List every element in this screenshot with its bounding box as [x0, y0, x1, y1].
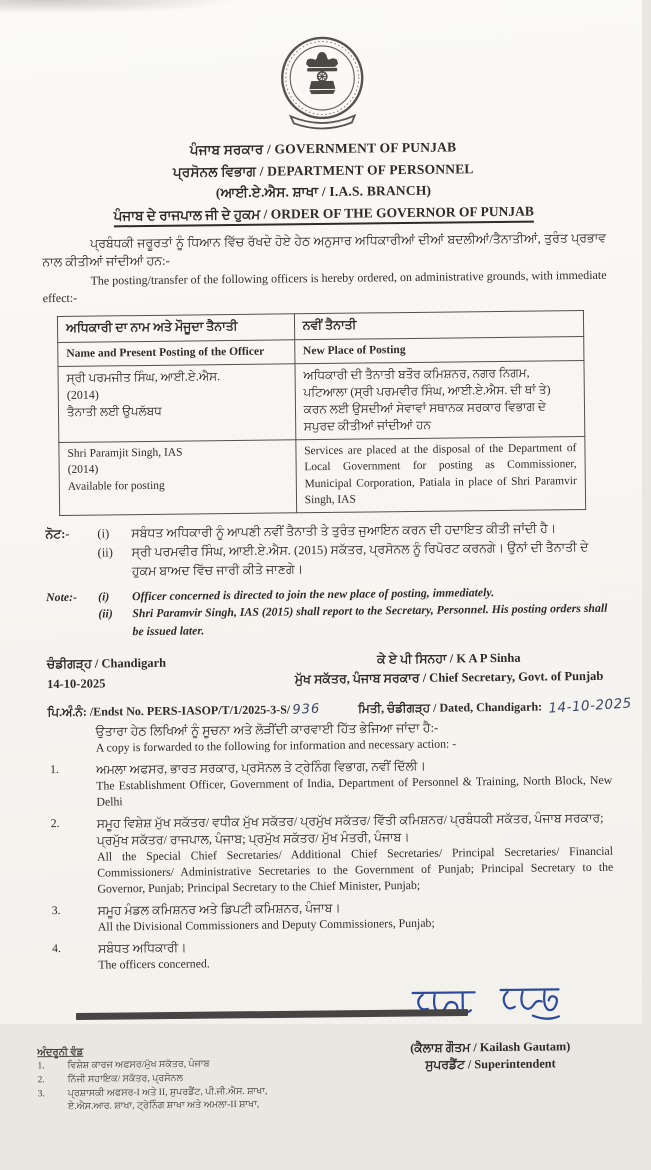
- officer-status-en: Available for posting: [68, 476, 288, 495]
- cc-item-1: [48, 755, 613, 810]
- cc-item-2-punjabi: ਸਮੂਹ ਵਿਸ਼ੇਸ਼ ਮੁੱਖ ਸਕੱਤਰ/ ਵਧੀਕ ਮੁੱਖ ਸਕੱਤਰ/ ਪ੍ਰਮੁੱਖ ਸਕੱਤਰ/ ਵਿੱਤੀ ਕਮਿਸ਼ਨਰ/ ਪ੍ਰਬੰਧਕੀ ਸਕੱਤਰ, ਪੰਜਾਬ ਸਰਕਾਰ; ਪ੍ਰਮੁੱਖ ਸਕੱਤਰ/ ਰਾਜਪਾਲ, ਪੰਜਾਬ; ਪ੍ਰਮੁੱਖ ਸਕੱਤਰ/ ਮੁੱਖ ਮੰਤਰੀ, ਪੰਜਾਬ।: [97, 809, 613, 849]
- officer-batch-en: (2014): [68, 460, 288, 479]
- endorsement-number-label: ਪਿ.ਅੰ.ਨੰ: /Endst No. PERS-IASOP/T/1/2025-3-S/: [47, 702, 290, 720]
- cc-intro-punjabi: ਉਤਾਰਾ ਹੇਠ ਲਿਖਿਆਂ ਨੂੰ ਸੂਚਨਾ ਅਤੇ ਲੋੜੀਂਦੀ ਕਾਰਵਾਈ ਹਿੱਤ ਭੇਜਿਆ ਜਾਂਦਾ ਹੈ:-: [96, 718, 612, 739]
- notes-english-label: Note:-: [46, 588, 99, 642]
- authority-name: ਕੇ ਏ ਪੀ ਸਿਨਹਾ / K A P Sinha: [287, 647, 611, 670]
- officer-name-en: Shri Paramjit Singh, IAS: [67, 443, 287, 462]
- col1-header-english: Name and Present Posting of the Officer: [58, 339, 295, 366]
- endorsement-date-handwritten: 14-10-2025: [548, 695, 632, 716]
- note-pa-ii-number: (ii): [98, 543, 132, 581]
- officer-name-pa: ਸ੍ਰੀ ਪਰਮਜੀਤ ਸਿੰਘ, ਆਈ.ਏ.ਐਸ.: [67, 367, 287, 387]
- cc-item-4-punjabi: ਸਬੰਧਤ ਅਧਿਕਾਰੀ।: [98, 935, 614, 958]
- place-line: ਚੰਡੀਗੜ੍ਹ / Chandigarh: [47, 651, 247, 673]
- note-en-i-number: (i): [98, 588, 132, 606]
- note-en-i-text: Officer concerned is directed to join the new place of posting, immediately.: [132, 582, 610, 605]
- table-row-punjabi: [58, 360, 585, 442]
- posting-table: [57, 310, 586, 516]
- internal-item-3: [38, 1085, 268, 1115]
- note-en-ii-text: Shri Paramvir Singh, IAS (2015) shall report to the Secretary, Personnel. His posting orders shall be issued later.: [132, 600, 610, 641]
- signatory-printed-name: (ਕੈਲਾਸ਼ ਗੌਤਮ / Kailash Gautam): [375, 1037, 605, 1058]
- notes-english: [46, 582, 611, 641]
- officer-cell-english: [59, 440, 297, 516]
- table-row-english: [59, 437, 586, 516]
- internal-item-1-text: ਵਿਸ਼ੇਸ਼ ਕਾਰਜ ਅਫਸਰ/ਮੁੱਖ ਸਕੱਤਰ, ਪੰਜਾਬ: [67, 1058, 267, 1074]
- cc-item-4: [50, 935, 614, 975]
- handwritten-signature-icon: [404, 973, 575, 1039]
- government-title: ਪੰਜਾਬ ਸਰਕਾਰ / GOVERNMENT OF PUNJAB: [41, 135, 605, 163]
- col2-header-punjabi: ਨਵੀਂ ਤੈਨਾਤੀ: [294, 310, 584, 339]
- cc-list: [48, 755, 614, 974]
- internal-item-1-number: 1.: [37, 1060, 67, 1074]
- endorsement-date-label: ਮਿਤੀ, ਚੰਡੀਗੜ੍ਹ / Dated, Chandigarh:: [358, 699, 542, 716]
- col2-header-english: New Place of Posting: [294, 336, 584, 364]
- cc-item-3-number: 3.: [50, 902, 98, 936]
- note-pa-i-text: ਸਬੰਧਤ ਅਧਿਕਾਰੀ ਨੂੰ ਆਪਣੀ ਨਵੀਂ ਤੈਨਾਤੀ ਤੇ ਤੁਰੰਤ ਜੁਆਇਨ ਕਰਨ ਦੀ ਹਦਾਇਤ ਕੀਤੀ ਜਾਂਦੀ ਹੈ।: [131, 519, 609, 543]
- internal-item-3-line1: ਪ੍ਰਸ਼ਾਸਕੀ ਅਫਸਰ-I ਅਤੇ II, ਸੁਪਰਡੈਂਟ, ਪੀ.ਜੀ.ਐਸ. ਸ਼ਾਖਾ,: [68, 1085, 268, 1101]
- cc-item-1-punjabi: ਅਮਲਾ ਅਫਸਰ, ਭਾਰਤ ਸਰਕਾਰ, ਪ੍ਰਸੋਨਲ ਤੇ ਟ੍ਰੇਨਿੰਗ ਵਿਭਾਗ, ਨਵੀਂ ਦਿੱਲੀ।: [96, 755, 612, 778]
- officer-status-pa: ਤੈਨਾਤੀ ਲਈ ਉਪਲੱਬਧ: [67, 401, 287, 421]
- internal-item-3-number: 3.: [38, 1088, 68, 1116]
- internal-item-3-line2: ਏ.ਐਸ.ਆਰ. ਸ਼ਾਖਾ, ਟ੍ਰੇਨਿੰਗ ਸ਼ਾਖਾ ਅਤੇ ਅਮਲਾ-II ਸ਼ਾਖਾ,: [68, 1099, 268, 1115]
- department-title: ਪ੍ਰਸੋਨਲ ਵਿਭਾਗ / DEPARTMENT OF PERSONNEL: [41, 156, 605, 184]
- officer-batch-pa: (2014): [67, 384, 287, 404]
- cc-item-4-english: The officers concerned.: [98, 952, 614, 974]
- order-heading: ਪੰਜਾਬ ਦੇ ਰਾਜਪਾਲ ਜੀ ਦੇ ਹੁਕਮ / ORDER OF THE GOVERNOR OF PUNJAB: [114, 203, 534, 227]
- officer-cell-punjabi: [58, 364, 296, 443]
- signatory-designation: ਸੁਪਰਡੈਂਟ / Superintendent: [375, 1055, 605, 1073]
- notes-punjabi-label: ਨੋਟ:-: [45, 525, 98, 582]
- internal-distribution: [37, 1045, 267, 1116]
- posting-cell-english: Services are placed at the disposal of the Department of Local Government for posting as Commissioner, Municipal Corporation, Patiala in place of Shri Paramvir Singh, IAS: [296, 437, 586, 514]
- cc-item-3: [50, 897, 614, 937]
- posting-cell-punjabi: ਅਧਿਕਾਰੀ ਦੀ ਤੈਨਾਤੀ ਬਤੌਰ ਕਮਿਸ਼ਨਰ, ਨਗਰ ਨਿਗਮ, ਪਟਿਆਲਾ (ਸ੍ਰੀ ਪਰਮਵੀਰ ਸਿੰਘ, ਆਈ.ਏ.ਐਸ. ਦੀ ਥਾਂ ਤੇ) ਕਰਨ ਲਈ ਉਸਦੀਆਂ ਸੇਵਾਵਾਂ ਸਥਾਨਕ ਸਰਕਾਰ ਵਿਭਾਗ ਦੇ ਸਪੁਰਦ ਕੀਤੀਆਂ ਜਾਂਦੀਆਂ ਹਨ: [295, 360, 585, 439]
- note-pa-ii-text: ਸ੍ਰੀ ਪਰਮਵੀਰ ਸਿੰਘ, ਆਈ.ਏ.ਐਸ. (2015) ਸਕੱਤਰ, ਪ੍ਰਸੋਨਲ ਨੂੰ ਰਿਪੋਰਟ ਕਰਨਗੇ। ਉਨਾਂ ਦੀ ਤੈਨਾਤੀ ਦੇ ਹੁਕਮ ਬਾਅਦ ਵਿੱਚ ਜਾਰੀ ਕੀਤੇ ਜਾਣਗੇ।: [132, 538, 610, 581]
- cc-item-1-english: The Establishment Officer, Government of India, Department of Personnel & Training, North Block, New Delhi: [96, 773, 612, 811]
- internal-item-3-text: [68, 1085, 268, 1115]
- internal-item-2-text: ਨਿੱਜੀ ਸਹਾਇਕ/ ਸਕੱਤਰ, ਪ੍ਰਸੋਨਲ: [68, 1072, 268, 1088]
- note-pa-i-number: (i): [97, 524, 131, 543]
- endorsement-line: [47, 697, 611, 719]
- signature-block: [374, 973, 605, 1073]
- intro-paragraph-english: The posting/transfer of the following officers is hereby ordered, on administrative grounds, with immediate effect:-: [42, 267, 606, 308]
- col1-header-punjabi: ਅਧਿਕਾਰੀ ਦਾ ਨਾਮ ਅਤੇ ਮੌਜੂਦਾ ਤੈਨਾਤੀ: [57, 314, 294, 342]
- internal-item-2-number: 2.: [38, 1074, 68, 1088]
- internal-distribution-title: ਅੰਦਰੂਨੀ ਵੰਡ: [37, 1045, 267, 1059]
- cc-item-3-punjabi: ਸਮੂਹ ਮੰਡਲ ਕਮਿਸ਼ਨਰ ਅਤੇ ਡਿਪਟੀ ਕਮਿਸ਼ਨਰ, ਪੰਜਾਬ।: [98, 897, 614, 920]
- cc-item-2: [49, 809, 614, 898]
- branch-title: (ਆਈ.ਏ.ਐਸ. ਸ਼ਾਖਾ / I.A.S. BRANCH): [41, 178, 605, 206]
- cc-intro-english: A copy is forwarded to the following for information and necessary action: -: [96, 734, 612, 755]
- intro-paragraph-punjabi: ਪ੍ਰਬੰਧਕੀ ਜਰੂਰਤਾਂ ਨੂੰ ਧਿਆਨ ਵਿੱਚ ਰੱਖਦੇ ਹੋਏ ਹੇਠ ਅਨੁਸਾਰ ਅਧਿਕਾਰੀਆਂ ਦੀਆਂ ਬਦਲੀਆਂ/ਤੈਨਾਤੀਆਂ, ਤੁਰੰਤ ਪ੍ਰਭਾਵ ਨਾਲ ਕੀਤੀਆਂ ਜਾਂਦੀਆਂ ਹਨ:-: [42, 229, 606, 272]
- date-line: 14-10-2025: [47, 671, 247, 693]
- cc-item-2-number: 2.: [49, 815, 98, 898]
- cc-item-4-number: 4.: [50, 941, 98, 975]
- endorsement-number-handwritten: 936: [292, 701, 320, 717]
- emblem-container: [40, 31, 605, 137]
- cc-item-1-number: 1.: [48, 761, 97, 811]
- notes-punjabi: [45, 519, 610, 582]
- signoff-block: [47, 647, 611, 693]
- note-en-ii-number: (ii): [98, 605, 132, 641]
- cc-item-2-english: All the Special Chief Secretaries/ Additional Chief Secretaries/ Principal Secretaries/ Financial Commissioners/ Administrative Secretaries to the Government of Punjab; Principal Secretary to the Governor, Punjab; Principal Secretary to the Chief Minister, Punjab;: [97, 844, 614, 898]
- ashoka-emblem-icon: [276, 33, 369, 134]
- cc-item-3-english: All the Divisional Commissioners and Deputy Commissioners, Punjab;: [98, 914, 614, 936]
- authority-designation: ਮੁੱਖ ਸਕੱਤਰ, ਪੰਜਾਬ ਸਰਕਾਰ / Chief Secretary, Govt. of Punjab: [287, 667, 611, 690]
